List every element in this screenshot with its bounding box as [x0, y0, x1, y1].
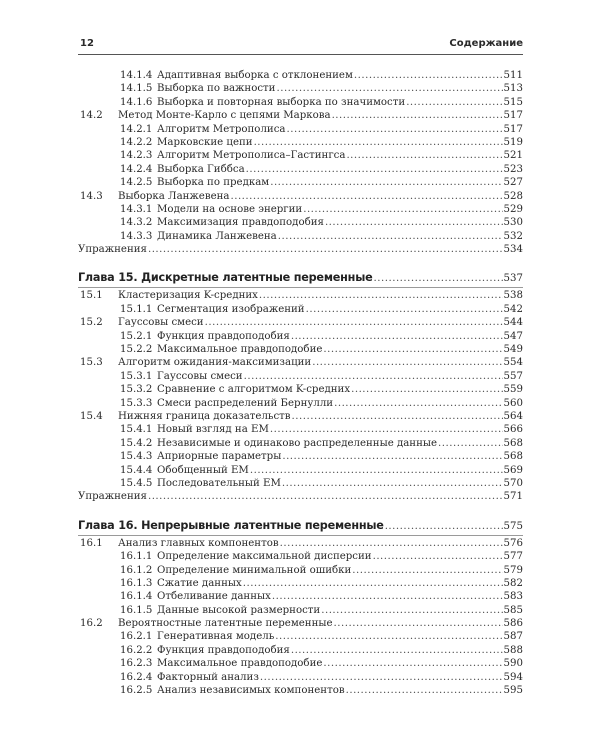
toc-title: Нижняя граница доказательств [118, 410, 291, 422]
toc-section-number: 15.4.4 [120, 464, 153, 476]
toc-entry[interactable] [78, 96, 523, 109]
dot-leader [406, 96, 502, 109]
toc-section-number: 14.1.4 [120, 70, 153, 81]
toc-section-number: 16.2.1 [120, 631, 153, 643]
toc-entry[interactable] [78, 82, 523, 95]
toc-line [157, 203, 523, 216]
dot-leader [323, 343, 502, 356]
toc-title: Выборка Гиббса [157, 163, 245, 175]
toc-title: Алгоритм Метрополиса–Гастингса [157, 150, 346, 162]
toc-section-number: 16.2.3 [120, 658, 153, 670]
toc-page-number: 515 [503, 96, 523, 108]
dot-leader [250, 464, 503, 477]
dot-leader [352, 564, 502, 577]
toc-page-number: 560 [503, 397, 523, 409]
toc-page-number: 554 [503, 357, 523, 369]
toc-exercises-entry[interactable] [78, 490, 523, 503]
toc-page-number: 521 [503, 150, 523, 162]
toc-line [118, 617, 523, 630]
toc-title: Кластеризация K-средних [118, 290, 258, 302]
toc-page-number: 537 [503, 273, 523, 285]
dot-leader [374, 270, 503, 288]
toc-section-number: 16.2.5 [120, 685, 153, 697]
toc-title: Адаптивная выборка с отклонением [157, 70, 353, 81]
toc-page-number: 511 [503, 70, 523, 81]
toc-section-number: 16.2 [80, 618, 103, 630]
toc-page-number: 594 [503, 671, 523, 683]
toc-page-number: 538 [503, 290, 523, 302]
toc-page-number: 517 [503, 123, 523, 135]
toc-entry[interactable] [78, 203, 523, 216]
toc-section-number: 16.1.3 [120, 577, 153, 589]
toc-line [78, 490, 523, 503]
toc-line [157, 136, 523, 149]
toc-title: Динамика Ланжевена [157, 230, 277, 242]
toc-entry[interactable] [78, 136, 523, 149]
toc-page-number: 544 [503, 317, 523, 329]
toc-line [157, 370, 523, 383]
toc-section-number: 14.2.1 [120, 123, 153, 135]
toc-title: Максимальное правдоподобие [157, 658, 323, 670]
dot-leader [438, 437, 503, 450]
toc-line [157, 671, 523, 684]
toc-section-number: 15.3.2 [120, 384, 153, 396]
toc-line [157, 343, 523, 356]
toc-line [118, 190, 523, 203]
toc-title: Анализ главных компонентов [118, 537, 279, 549]
toc-section-number: 14.3.1 [120, 203, 153, 215]
toc-line [157, 82, 523, 95]
toc-line [157, 437, 523, 450]
toc-section-number: 16.1.4 [120, 591, 153, 603]
toc-section-number: 14.2.2 [120, 136, 153, 148]
toc-line [118, 109, 523, 122]
toc-title: Сегментация изображений [157, 303, 305, 315]
toc-line [78, 243, 523, 256]
dot-leader [346, 149, 502, 162]
dot-leader [280, 537, 503, 550]
toc-line [157, 644, 523, 657]
toc-title: Генеративная модель [157, 631, 275, 643]
dot-leader [246, 163, 503, 176]
toc-entry[interactable] [78, 397, 523, 410]
dot-leader [325, 216, 503, 229]
toc-title: Гауссовы смеси [118, 317, 204, 329]
dot-leader [306, 303, 503, 316]
toc-line [157, 303, 523, 316]
toc-entry[interactable] [78, 230, 523, 243]
toc-entry[interactable] [78, 564, 523, 577]
toc-line [157, 577, 523, 590]
dot-leader [354, 69, 503, 82]
toc-line [157, 149, 523, 162]
toc-section-number: 15.3.1 [120, 370, 153, 382]
toc-page-number: 569 [503, 464, 523, 476]
toc-section-number: 14.2.4 [120, 163, 153, 175]
toc-line [157, 123, 523, 136]
toc-page-number: 585 [503, 604, 523, 616]
toc-entry[interactable] [78, 163, 523, 176]
toc-line [157, 464, 523, 477]
dot-leader [312, 356, 502, 369]
toc-page-number: 564 [503, 410, 523, 422]
toc-title: Сравнение с алгоритмом K-средних [157, 384, 351, 396]
toc-page-number: 513 [503, 83, 523, 95]
toc-page-number: 527 [503, 177, 523, 189]
dot-leader [346, 684, 503, 697]
toc-title: Определение максимальной дисперсии [157, 551, 372, 563]
toc-entry[interactable] [78, 617, 523, 630]
toc-entry[interactable] [78, 316, 523, 329]
toc-section-number: 14.3.2 [120, 217, 153, 229]
dot-leader [323, 657, 502, 670]
toc-line [157, 684, 523, 697]
toc-section-number: 16.1.1 [120, 551, 153, 563]
toc-entry[interactable] [78, 303, 523, 316]
toc-line [78, 517, 523, 536]
toc-section-number: 14.3.3 [120, 230, 153, 242]
page-number: 12 [80, 38, 94, 49]
toc-entry[interactable] [78, 437, 523, 450]
toc-title: Глава 15. Дискретные латентные переменные [78, 269, 374, 287]
toc-page-number: 530 [503, 217, 523, 229]
dot-leader [385, 518, 503, 536]
dot-leader [243, 577, 503, 590]
toc-page-number: 595 [503, 685, 523, 697]
toc-page-number: 582 [503, 577, 523, 589]
toc-entry[interactable] [78, 671, 523, 684]
dot-leader [291, 330, 503, 343]
toc-section-number: 16.2.4 [120, 671, 153, 683]
toc-title: Функция правдоподобия [157, 330, 290, 342]
toc-title: Функция правдоподобия [157, 644, 290, 656]
toc-entry[interactable] [78, 477, 523, 490]
dot-leader [303, 203, 502, 216]
toc-line [157, 216, 523, 229]
toc-section-number: 14.2 [80, 110, 103, 122]
toc-page-number: 528 [503, 190, 523, 202]
toc-page-number: 579 [503, 564, 523, 576]
toc-title: Выборка Ланжевена [118, 190, 230, 202]
toc-section-number: 16.1.2 [120, 564, 153, 576]
dot-leader [282, 477, 503, 490]
toc-title: Априорные параметры [157, 451, 282, 463]
toc-page-number: 590 [503, 658, 523, 670]
toc-page-number: 586 [503, 618, 523, 630]
toc-title: Алгоритм Метрополиса [157, 123, 286, 135]
toc-entry[interactable] [78, 216, 523, 229]
toc-title: Сжатие данных [157, 577, 242, 589]
toc-page-number: 542 [503, 303, 523, 315]
toc-line [118, 356, 523, 369]
toc-line [157, 383, 523, 396]
table-of-contents [78, 69, 523, 697]
toc-page-number: 583 [503, 591, 523, 603]
toc-title: Упражнения [78, 491, 147, 503]
dot-leader [272, 590, 503, 603]
dot-leader [292, 410, 503, 423]
toc-title: Модели на основе энергии [157, 203, 303, 215]
dot-leader [259, 289, 503, 302]
toc-entry[interactable] [78, 423, 523, 436]
dot-leader [351, 383, 502, 396]
toc-title: Независимые и одинаково распределенные данные [157, 437, 438, 449]
toc-entry[interactable] [78, 450, 523, 463]
toc-line [157, 330, 523, 343]
toc-line [157, 397, 523, 410]
toc-section-number: 15.4 [80, 410, 103, 422]
toc-title: Вероятностные латентные переменные [118, 618, 333, 630]
dot-leader [282, 450, 502, 463]
dot-leader [275, 630, 502, 643]
toc-section-number: 16.1 [80, 537, 103, 549]
toc-line [157, 163, 523, 176]
toc-entry[interactable] [78, 343, 523, 356]
toc-chapter-entry[interactable] [78, 517, 523, 536]
toc-title: Анализ независимых компонентов [157, 685, 345, 697]
toc-line [157, 564, 523, 577]
toc-title: Отбеливание данных [157, 591, 271, 603]
toc-page-number: 557 [503, 370, 523, 382]
toc-line [157, 176, 523, 189]
dot-leader [332, 109, 503, 122]
toc-title: Марковские цепи [157, 136, 253, 148]
toc-section-number: 14.2.3 [120, 150, 153, 162]
toc-entry[interactable] [78, 410, 523, 423]
header-rule [78, 54, 523, 55]
dot-leader [373, 550, 503, 563]
toc-page-number: 568 [503, 451, 523, 463]
dot-leader [334, 397, 502, 410]
toc-page-number: 568 [503, 437, 523, 449]
toc-section-number: 15.2.1 [120, 330, 153, 342]
toc-page-number: 588 [503, 644, 523, 656]
dot-leader [334, 617, 503, 630]
toc-entry[interactable] [78, 109, 523, 122]
toc-page-number: 547 [503, 330, 523, 342]
toc-line [118, 410, 523, 423]
toc-title: Метод Монте-Карло с цепями Маркова [118, 110, 331, 122]
toc-section-number: 15.3 [80, 357, 103, 369]
toc-line [157, 604, 523, 617]
toc-section-number: 15.4.3 [120, 451, 153, 463]
toc-entry[interactable] [78, 577, 523, 590]
toc-page-number: 587 [503, 631, 523, 643]
toc-section-number: 14.1.5 [120, 83, 153, 95]
dot-leader [260, 671, 503, 684]
toc-title: Смеси распределений Бернулли [157, 397, 334, 409]
toc-section-number: 15.4.5 [120, 477, 153, 489]
toc-page-number: 532 [503, 230, 523, 242]
toc-section-number: 14.1.6 [120, 96, 153, 108]
toc-line [78, 269, 523, 288]
toc-title: Гауссовы смеси [157, 370, 243, 382]
toc-section-number: 15.1 [80, 290, 103, 302]
toc-section-number: 15.4.2 [120, 437, 153, 449]
toc-entry[interactable] [78, 330, 523, 343]
toc-page-number: 517 [503, 110, 523, 122]
dot-leader [270, 423, 503, 436]
toc-line [157, 590, 523, 603]
toc-page-number: 576 [503, 537, 523, 549]
dot-leader [148, 490, 503, 503]
dot-leader [321, 604, 502, 617]
toc-title: Выборка по предкам [157, 177, 270, 189]
dot-leader [244, 370, 503, 383]
toc-page-number: 519 [503, 136, 523, 148]
toc-section-number: 15.1.1 [120, 303, 153, 315]
toc-title: Факторный анализ [157, 671, 259, 683]
dot-leader [286, 123, 502, 136]
toc-title: Обобщенный EM [157, 464, 249, 476]
toc-title: Глава 16. Непрерывные латентные переменные [78, 517, 385, 535]
toc-page-number: 570 [503, 477, 523, 489]
toc-page-number: 549 [503, 344, 523, 356]
running-title: Содержание [449, 38, 523, 49]
toc-page-number: 571 [503, 491, 523, 503]
toc-line [118, 537, 523, 550]
toc-entry[interactable] [78, 684, 523, 697]
toc-entry[interactable] [78, 537, 523, 550]
toc-line [118, 316, 523, 329]
toc-entry[interactable] [78, 289, 523, 302]
toc-section-number: 15.2 [80, 317, 103, 329]
toc-title: Данные высокой размерности [157, 604, 321, 616]
toc-entry[interactable] [78, 356, 523, 369]
toc-section-number: 15.4.1 [120, 424, 153, 436]
toc-entry[interactable] [78, 69, 523, 82]
toc-entry[interactable] [78, 657, 523, 670]
toc-entry[interactable] [78, 383, 523, 396]
toc-entry[interactable] [78, 176, 523, 189]
toc-title: Максимизация правдоподобия [157, 217, 324, 229]
toc-entry[interactable] [78, 590, 523, 603]
toc-line [157, 450, 523, 463]
dot-leader [278, 230, 503, 243]
dot-leader [254, 136, 503, 149]
running-head [78, 38, 523, 54]
toc-page-number: 529 [503, 203, 523, 215]
toc-page-number: 523 [503, 163, 523, 175]
toc-title: Выборка и повторная выборка по значимости [157, 96, 406, 108]
toc-section-number: 14.2.5 [120, 177, 153, 189]
toc-title: Максимальное правдоподобие [157, 344, 323, 356]
dot-leader [205, 316, 503, 329]
toc-title: Алгоритм ожидания-максимизации [118, 357, 312, 369]
toc-section-number: 16.1.5 [120, 604, 153, 616]
toc-entry[interactable] [78, 190, 523, 203]
toc-entry[interactable] [78, 123, 523, 136]
dot-leader [291, 644, 503, 657]
toc-entry[interactable] [78, 550, 523, 563]
toc-line [118, 289, 523, 302]
toc-line [157, 96, 523, 109]
toc-title: Новый взгляд на EM [157, 424, 269, 436]
toc-section-number: 14.3 [80, 190, 103, 202]
toc-line [157, 550, 523, 563]
toc-title: Определение минимальной ошибки [157, 564, 352, 576]
toc-entry[interactable] [78, 644, 523, 657]
toc-line [157, 657, 523, 670]
toc-title: Выборка по важности [157, 83, 276, 95]
toc-entry[interactable] [78, 149, 523, 162]
toc-entry[interactable] [78, 370, 523, 383]
dot-leader [270, 176, 502, 189]
toc-entry[interactable] [78, 630, 523, 643]
toc-page-number: 575 [503, 520, 523, 532]
toc-title: Упражнения [78, 244, 147, 256]
toc-line [157, 630, 523, 643]
toc-exercises-entry[interactable] [78, 243, 523, 256]
toc-title: Последовательный EM [157, 477, 281, 489]
toc-page-number: 566 [503, 424, 523, 436]
toc-chapter-entry[interactable] [78, 269, 523, 288]
toc-page-number: 577 [503, 551, 523, 563]
toc-line [157, 230, 523, 243]
toc-entry[interactable] [78, 464, 523, 477]
dot-leader [276, 82, 502, 95]
toc-page-number: 534 [503, 244, 523, 256]
dot-leader [230, 190, 502, 203]
toc-line [157, 423, 523, 436]
toc-section-number: 15.2.2 [120, 344, 153, 356]
toc-entry[interactable] [78, 604, 523, 617]
toc-line [157, 477, 523, 490]
toc-section-number: 15.3.3 [120, 397, 153, 409]
toc-page-number: 559 [503, 384, 523, 396]
dot-leader [148, 243, 503, 256]
toc-section-number: 16.2.2 [120, 644, 153, 656]
toc-line [157, 69, 523, 82]
